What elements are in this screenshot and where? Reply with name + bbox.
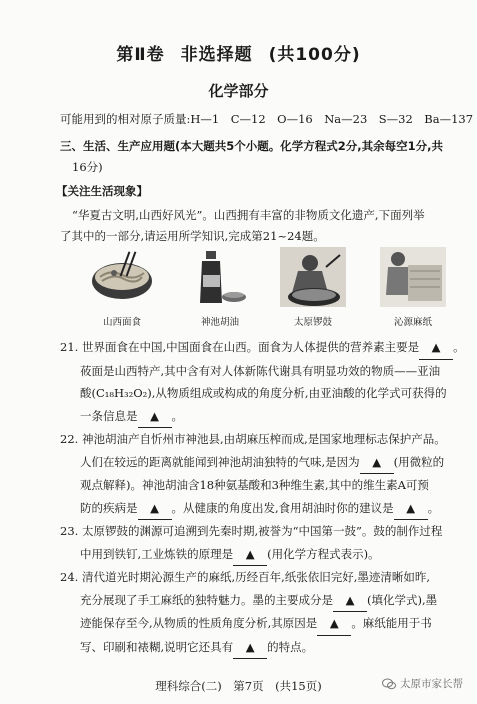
focus-heading: 【关注生活现象】 [56,184,148,198]
watermark [382,676,463,691]
answer-blank[interactable]: ▲ [419,336,453,360]
question-22: 22. 神池胡油产自忻州市神池县,由胡麻压榨而成,是国家地理标志保护产品。 人们在较远的距离就能闻到神池胡油独特的气味,是因为 ▲ (用微粒的 观点解释)。神池胡油含18种氨基酸和3种维生素,其中的维生素A可预 防的疾病是 ▲ 。从健康的角度出发,食用胡油时你的建议是 ▲ 。 [60,428,457,520]
caption-noodles: 山西面食 [102,317,141,328]
answer-blank[interactable]: ▲ [394,497,428,521]
answer-blank[interactable]: ▲ [233,636,267,660]
atomic-masses: 可能用到的相对原子质量:H—1 C—12 O—16 Na—23 S—32 Ba—137 [60,112,474,126]
answer-blank[interactable]: ▲ [138,405,172,429]
answer-blank[interactable]: ▲ [317,612,351,636]
caption-oil: 神池胡油 [200,317,239,328]
intro-line2: 了其中的一部分,请运用所学知识,完成第21~24题。 [60,229,325,243]
hemp-paper-image [380,247,446,307]
section-title [0,40,477,65]
watermark-text: 太原市家长帮 [400,678,463,690]
part-label: 第Ⅱ卷 [116,45,165,65]
answer-blank[interactable]: ▲ [233,543,267,567]
caption-drum: 太原锣鼓 [293,317,332,328]
answer-blank[interactable]: ▲ [333,589,367,613]
section-three-line1: 三、生活、生产应用题(本大题共5个小题。化学方程式2分,其余每空1分,共 [60,139,443,153]
noodle-bowl-image [90,247,154,307]
gong-drum-image [280,247,346,307]
caption-paper: 沁源麻纸 [393,317,432,328]
question-21: 21. 世界面食在中国,中国面食在山西。面食为人体提供的营养素主要是 ▲ 。 莜面是山西特产,其中含有对人体新陈代谢具有明显功效的物质——亚油 酸(C₁₈H₃₂O₂),从物质组成或构成的角度分析,由亚油酸的化学式可获得的 一条信息是 ▲ 。 [60,336,457,428]
part-name: 非选择题 [180,45,253,65]
wechat-icon [382,678,396,690]
question-24: 24. 清代道光时期沁源生产的麻纸,历经百年,纸张依旧完好,墨迹清晰如昨, 充分展现了手工麻纸的独特魅力。墨的主要成分是 ▲ (填化学式),墨 迹能保存至今,从物质的性质角度分析,其原因是 ▲ 。麻纸能用于书 写、印刷和裱糊,说明它还具有 ▲ 的特点。 [60,566,457,659]
answer-blank[interactable]: ▲ [138,497,172,521]
question-23: 23. 太原锣鼓的渊源可追溯到先秦时期,被誉为“中国第一鼓”。鼓的制作过程 中用到铁钉,工业炼铁的原理是 ▲ (用化学方程式表示)。 [60,520,457,566]
intro-line1: “华夏古文明,山西好风光”。山西拥有丰富的非物质文化遗产,下面列举 [72,208,425,222]
section-three-line2: 16分) [72,160,103,174]
page-footer: 理科综合(二) 第7页 (共15页) [155,679,322,693]
part-score: (共100分) [268,45,361,65]
photo-strip [80,247,440,332]
answer-blank[interactable]: ▲ [360,451,394,475]
subject-title: 化学部分 [208,82,269,100]
oil-bottle-image [190,247,250,307]
